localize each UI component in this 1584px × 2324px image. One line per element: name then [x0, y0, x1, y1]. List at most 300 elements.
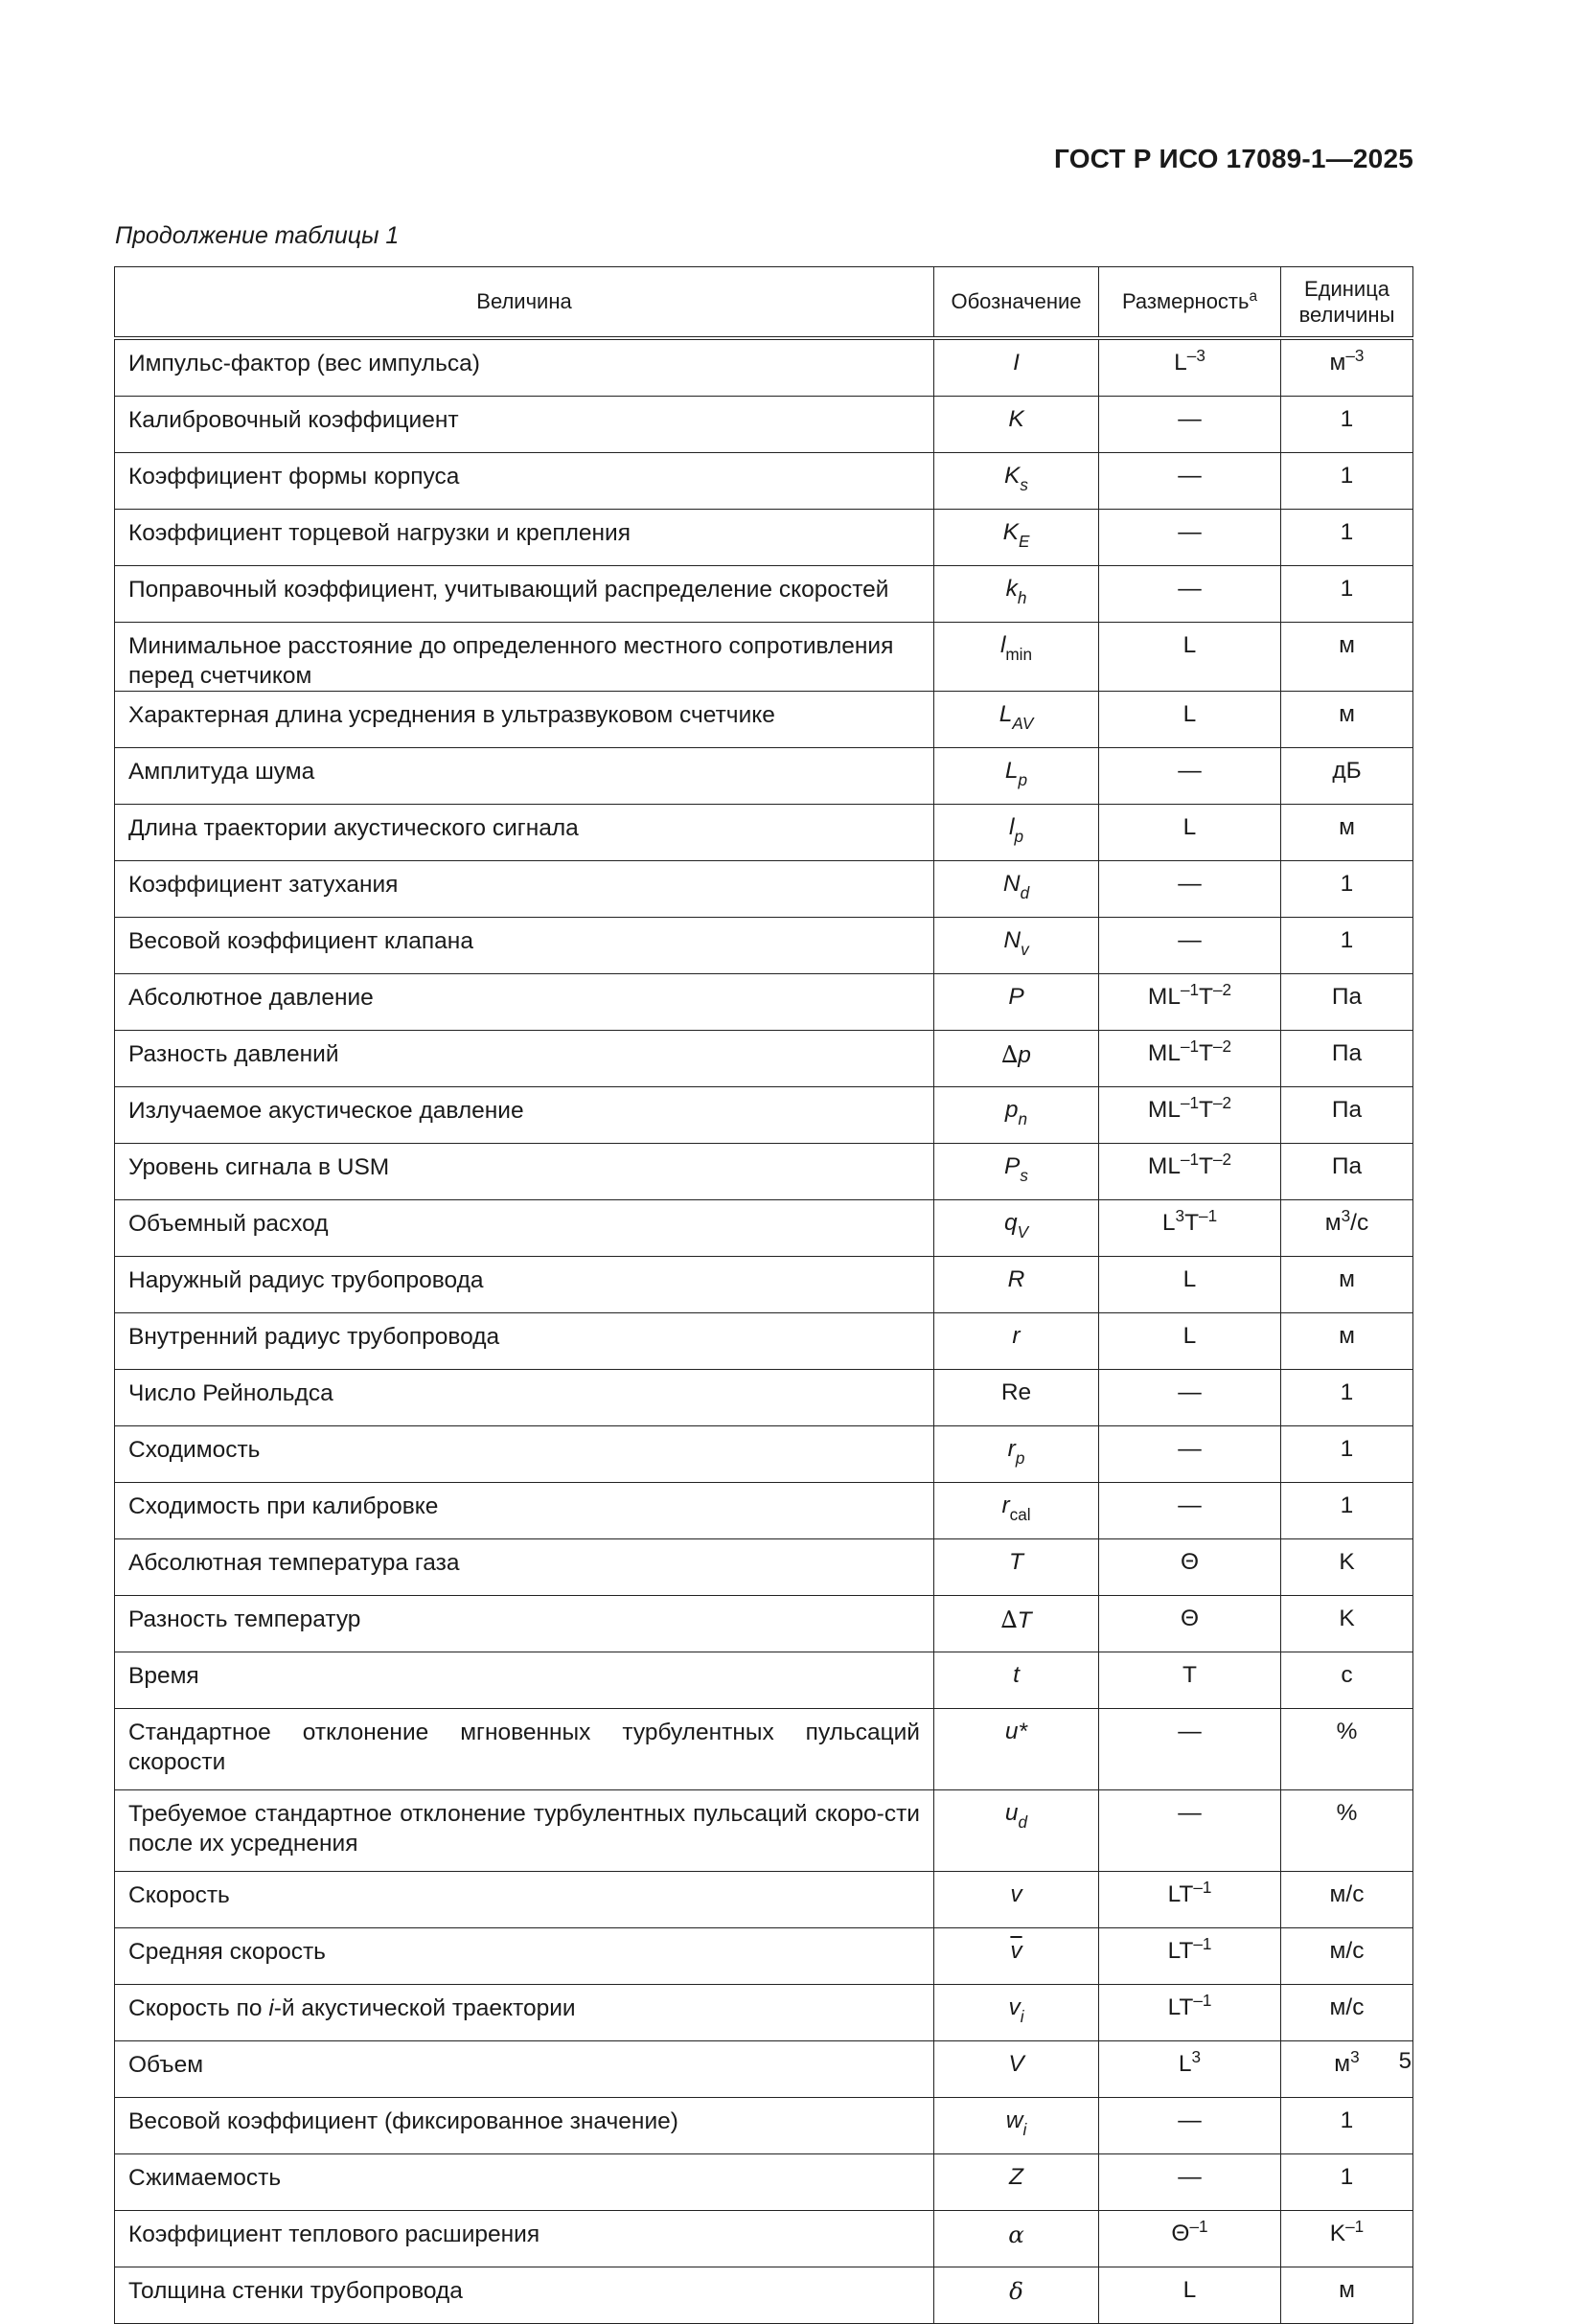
quantity-name: [115, 1144, 934, 1200]
symbol-subscript: h: [1017, 587, 1027, 607]
quantity-name-text: Объемный расход: [128, 1211, 329, 1238]
unit-base: дБ: [1332, 758, 1362, 785]
symbol-main: r: [1001, 1492, 1010, 1519]
dimension: [1099, 2211, 1281, 2267]
document-code: ГОСТ Р ИСО 17089-1—2025: [1054, 144, 1413, 173]
dimension: [1099, 338, 1281, 397]
dimension-base-2: T: [1199, 1040, 1213, 1067]
unit-base: 1: [1340, 576, 1354, 602]
quantity-name-text: Число Рейнольдса: [128, 1380, 333, 1407]
symbol: [934, 1790, 1099, 1872]
table-row: [115, 748, 1413, 805]
quantity-name-italic: i: [268, 1995, 274, 2022]
dimension: [1099, 2267, 1281, 2324]
quantity-name: [115, 2267, 934, 2324]
table-row: [115, 397, 1413, 453]
dimension-base: —: [1178, 1379, 1202, 1406]
quantity-name-text: Характерная длина усреднения в ультразвуковом счетчике: [128, 702, 775, 729]
quantity-name: [115, 1257, 934, 1313]
symbol: [934, 510, 1099, 566]
unit: [1281, 1652, 1413, 1709]
quantity-name: [115, 2098, 934, 2154]
dimension-base: LT: [1167, 1881, 1194, 1908]
quantity-name: [115, 1483, 934, 1539]
unit: [1281, 397, 1413, 453]
symbol: [934, 861, 1099, 918]
dimension-exponent: –1: [1180, 1036, 1200, 1056]
unit: [1281, 1257, 1413, 1313]
unit-base: м: [1339, 632, 1355, 658]
table-row: [115, 1790, 1413, 1872]
symbol-main: L: [999, 701, 1013, 728]
symbol-main: L: [1004, 758, 1019, 785]
quantity-name-text: Калибровочный коэффициент: [128, 407, 459, 433]
table-row: [115, 918, 1413, 974]
unit-base: 1: [1340, 463, 1354, 489]
dimension-base: L: [1182, 1266, 1197, 1293]
dimension-exponent: –1: [1193, 1990, 1212, 2010]
quantity-name-text: Средняя скорость: [128, 1939, 326, 1966]
symbol: [934, 1257, 1099, 1313]
dimension-base-2: T: [1199, 1153, 1213, 1180]
symbol: [934, 974, 1099, 1031]
dimension-exponent: –1: [1189, 2216, 1208, 2236]
table-row: [115, 2098, 1413, 2154]
quantity-name-text: Разность температур: [128, 1606, 361, 1633]
symbol-subscript: v: [1021, 939, 1029, 959]
table-row: [115, 510, 1413, 566]
table-row: [115, 1872, 1413, 1928]
symbol: [934, 453, 1099, 510]
symbol-subscript: d: [1018, 1811, 1028, 1832]
unit-base: K: [1339, 1549, 1355, 1576]
quantity-name: [115, 1985, 934, 2041]
dimension-base: —: [1178, 463, 1202, 489]
dimension: [1099, 1144, 1281, 1200]
symbol-main: p: [1018, 1042, 1031, 1069]
quantity-name-text: Весовой коэффициент (фиксированное значение): [128, 2108, 678, 2135]
symbol-subscript: n: [1018, 1108, 1028, 1128]
symbol: [934, 1596, 1099, 1652]
unit: [1281, 1087, 1413, 1144]
dimension: [1099, 692, 1281, 748]
symbol-subscript: V: [1017, 1221, 1029, 1242]
quantity-name-text: Коэффициент теплового расширения: [128, 2221, 540, 2248]
table-row: [115, 1596, 1413, 1652]
quantity-name-text: Длина траектории акустического сигнала: [128, 815, 579, 842]
table-row: [115, 1144, 1413, 1200]
dimension-base: L: [1182, 814, 1197, 841]
dimension-base-2: T: [1199, 984, 1213, 1011]
quantity-name: [115, 2154, 934, 2211]
quantity-name: [115, 2211, 934, 2267]
dimension-base: LT: [1167, 1994, 1194, 2021]
dimension-base: Θ: [1180, 1549, 1200, 1576]
table-body: [115, 338, 1413, 2324]
dimension: [1099, 1313, 1281, 1370]
quantity-name: [115, 1872, 934, 1928]
dimension-base: ML: [1147, 984, 1181, 1011]
dimension-exponent-2: –2: [1213, 1149, 1232, 1169]
quantity-name-text: Наружный радиус трубопровода: [128, 1267, 484, 1294]
quantity-name: [115, 623, 934, 692]
header-dimension-label: Размерность: [1121, 289, 1250, 314]
dimension-exponent: 3: [1191, 2046, 1202, 2066]
unit-base: м: [1324, 1210, 1342, 1237]
quantity-name: [115, 1200, 934, 1257]
unit-base: с: [1341, 1662, 1353, 1689]
dimension-exponent: –1: [1180, 1092, 1200, 1112]
dimension-exponent-2: –1: [1199, 1205, 1218, 1225]
table-row: [115, 2211, 1413, 2267]
symbol: [934, 623, 1099, 692]
unit-base: м: [1339, 814, 1355, 841]
symbol-main: N: [1002, 871, 1021, 898]
symbol-main: K: [1004, 463, 1021, 489]
page-number: 5: [1398, 2048, 1412, 2074]
dimension-base: Θ: [1171, 2221, 1190, 2247]
quantity-name-text: Время: [128, 1663, 199, 1690]
unit: [1281, 1370, 1413, 1426]
dimension: [1099, 1539, 1281, 1596]
dimension: [1099, 1985, 1281, 2041]
unit: [1281, 2267, 1413, 2324]
symbol-delta: ∆: [1001, 1040, 1019, 1069]
quantity-name: [115, 1709, 934, 1790]
symbol-main: q: [1003, 1210, 1018, 1237]
quantity-name: [115, 1426, 934, 1483]
header-dimension-footnote: a: [1249, 287, 1258, 305]
dimension: [1099, 805, 1281, 861]
dimension: [1099, 1031, 1281, 1087]
dimension-base: L: [1182, 2277, 1197, 2304]
unit: [1281, 748, 1413, 805]
quantity-name: [115, 566, 934, 623]
unit-base: м/с: [1329, 1994, 1365, 2021]
quantity-name-text: Разность давлений: [128, 1041, 339, 1068]
symbol-main: P: [1008, 984, 1024, 1011]
unit-base: 1: [1340, 2108, 1354, 2134]
symbol-main: K: [1002, 519, 1019, 545]
unit: [1281, 2041, 1413, 2098]
dimension: [1099, 1596, 1281, 1652]
quantity-name-text: Внутренний радиус трубопровода: [128, 1324, 500, 1351]
unit-base: 1: [1340, 1379, 1354, 1406]
dimension: [1099, 1483, 1281, 1539]
symbol-main: Z: [1009, 2164, 1023, 2191]
unit-base: 1: [1340, 2164, 1354, 2191]
quantity-name-text: -й акустической траектории: [273, 1995, 576, 2022]
header-quantity: Величина: [115, 267, 934, 339]
unit: [1281, 1313, 1413, 1370]
symbol: [934, 692, 1099, 748]
dimension: [1099, 1257, 1281, 1313]
symbol-subscript: s: [1020, 1165, 1028, 1185]
dimension-exponent: –1: [1193, 1877, 1212, 1897]
table-row: [115, 1257, 1413, 1313]
symbol-subscript: i: [1020, 2006, 1024, 2026]
dimension-exponent: 3: [1175, 1205, 1185, 1225]
unit-base: м/с: [1329, 1938, 1365, 1965]
symbol: [934, 1872, 1099, 1928]
unit-exponent: –3: [1345, 345, 1365, 365]
dimension: [1099, 566, 1281, 623]
table-row: [115, 1087, 1413, 1144]
quantity-name: [115, 748, 934, 805]
unit-exponent: 3: [1341, 1205, 1351, 1225]
dimension-base: LT: [1167, 1938, 1194, 1965]
unit: [1281, 918, 1413, 974]
symbol-subscript: i: [1022, 2119, 1027, 2139]
quantity-name-text: Стандартное отклонение мгновенных турбулентных пульсаций скорости: [128, 1720, 920, 1775]
unit-base: 1: [1340, 927, 1354, 954]
unit-exponent: –1: [1345, 2216, 1365, 2236]
symbol: [934, 338, 1099, 397]
symbol-main: δ: [1009, 2277, 1023, 2306]
unit-base: м: [1339, 701, 1355, 728]
dimension: [1099, 623, 1281, 692]
dimension-base: L: [1161, 1210, 1176, 1237]
table-row: [115, 1539, 1413, 1596]
quantity-name-text: Толщина стенки трубопровода: [128, 2278, 463, 2305]
table-row: [115, 1483, 1413, 1539]
symbol-subscript: E: [1018, 531, 1030, 551]
dimension-base: —: [1178, 871, 1202, 898]
dimension-base: —: [1178, 576, 1202, 602]
symbol: [934, 1483, 1099, 1539]
quantity-name-text: Коэффициент затухания: [128, 872, 399, 899]
unit: [1281, 1872, 1413, 1928]
dimension-exponent-2: –2: [1213, 979, 1232, 999]
table-row: [115, 1426, 1413, 1483]
quantity-name: [115, 2041, 934, 2098]
unit-base: Па: [1331, 1097, 1363, 1124]
unit-base: 1: [1340, 1492, 1354, 1519]
dimension-exponent: –1: [1193, 1933, 1212, 1953]
header-unit: [1281, 267, 1413, 339]
symbol: [934, 1313, 1099, 1370]
quantity-name-text: Коэффициент формы корпуса: [128, 464, 460, 490]
symbol-subscript: AV: [1012, 713, 1034, 733]
unit-base: м/с: [1329, 1881, 1365, 1908]
unit: [1281, 1483, 1413, 1539]
unit: [1281, 1985, 1413, 2041]
dimension: [1099, 861, 1281, 918]
dimension-base: L: [1174, 350, 1187, 376]
dimension: [1099, 397, 1281, 453]
dimension: [1099, 1200, 1281, 1257]
table-row: [115, 2267, 1413, 2324]
dimension: [1099, 453, 1281, 510]
dimension-exponent: –1: [1180, 979, 1200, 999]
dimension-base: —: [1178, 927, 1202, 954]
header-unit-line1: Единица: [1303, 276, 1390, 301]
symbol: [934, 397, 1099, 453]
dimension: [1099, 1709, 1281, 1790]
dimension-exponent-2: –2: [1213, 1036, 1232, 1056]
quantity-name-text: Амплитуда шума: [128, 759, 315, 786]
dimension-exponent-2: –2: [1213, 1092, 1232, 1112]
dimension: [1099, 2041, 1281, 2098]
table-row: [115, 1985, 1413, 2041]
symbol: [934, 2098, 1099, 2154]
dimension: [1099, 974, 1281, 1031]
table-row: [115, 1652, 1413, 1709]
dimension-exponent: –3: [1186, 345, 1205, 365]
dimension: [1099, 1928, 1281, 1985]
quantity-name: [115, 453, 934, 510]
dimension-base: L: [1178, 2051, 1192, 2078]
symbol: [934, 1144, 1099, 1200]
dimension-base: L: [1182, 1323, 1197, 1350]
table-row: [115, 1313, 1413, 1370]
quantity-name: [115, 1087, 934, 1144]
dimension: [1099, 2154, 1281, 2211]
unit-base: Па: [1331, 1040, 1363, 1067]
table-row: [115, 2154, 1413, 2211]
symbol: [934, 1087, 1099, 1144]
unit: [1281, 510, 1413, 566]
symbol-subscript: min: [1005, 644, 1033, 664]
symbol-main: I: [1013, 350, 1020, 376]
quantity-name: [115, 1031, 934, 1087]
unit: [1281, 1031, 1413, 1087]
dimension-base-2: T: [1199, 1097, 1213, 1124]
unit-base: 1: [1340, 871, 1354, 898]
symbol-main: w: [1005, 2108, 1023, 2134]
unit-base: 1: [1340, 519, 1354, 545]
dimension-base: —: [1178, 758, 1202, 785]
table-row: [115, 861, 1413, 918]
symbol: [934, 566, 1099, 623]
table-row: [115, 1709, 1413, 1790]
symbol-main: l: [999, 632, 1006, 658]
quantity-name: [115, 1928, 934, 1985]
symbol-main: N: [1003, 927, 1022, 954]
unit: [1281, 861, 1413, 918]
quantity-name-text: Минимальное расстояние до определенного местного сопротивления перед счетчиком: [128, 633, 894, 689]
table-row: [115, 974, 1413, 1031]
unit-base: м: [1334, 2051, 1351, 2078]
dimension: [1099, 1652, 1281, 1709]
unit: [1281, 2211, 1413, 2267]
quantity-name-text: Сходимость при калибровке: [128, 1493, 439, 1520]
quantity-name: [115, 1596, 934, 1652]
table-row: [115, 805, 1413, 861]
dimension: [1099, 748, 1281, 805]
unit-base: 1: [1340, 406, 1354, 432]
symbol-main: R: [1007, 1266, 1025, 1293]
dimension-base: —: [1178, 1492, 1202, 1519]
quantity-name-text: Сходимость: [128, 1437, 261, 1464]
table-row: [115, 1928, 1413, 1985]
unit-base: K: [1329, 2221, 1346, 2247]
unit: [1281, 1790, 1413, 1872]
table-header-row: [115, 267, 1413, 339]
header-unit-line2: величины: [1298, 303, 1395, 327]
symbol-subscript: p: [1014, 826, 1023, 846]
quantity-name-text: Абсолютное давление: [128, 985, 374, 1012]
quantity-name-text: Импульс-фактор (вес импульса): [128, 351, 480, 376]
dimension-base: —: [1178, 519, 1202, 545]
symbol-subscript: p: [1018, 769, 1028, 789]
unit-base: м: [1339, 2277, 1355, 2304]
quantity-name-text: Требуемое стандартное отклонение турбулентных пульсаций скоро-сти после их усреднения: [128, 1801, 920, 1857]
unit: [1281, 566, 1413, 623]
unit-suffix: /с: [1350, 1210, 1369, 1237]
dimension: [1099, 918, 1281, 974]
symbol-main: k: [1005, 576, 1018, 602]
unit: [1281, 338, 1413, 397]
symbol-delta: ∆: [1000, 1606, 1018, 1634]
unit: [1281, 805, 1413, 861]
quantity-name: [115, 805, 934, 861]
symbol-main: K: [1008, 406, 1024, 432]
symbol: [934, 1031, 1099, 1087]
dimension: [1099, 1790, 1281, 1872]
dimension-base: ML: [1147, 1040, 1181, 1067]
table-row: [115, 453, 1413, 510]
table-row: [115, 623, 1413, 692]
symbol: [934, 1200, 1099, 1257]
symbol: [934, 1539, 1099, 1596]
quantity-name-prefix: Скорость по: [128, 1995, 269, 2022]
dimension: [1099, 1872, 1281, 1928]
dimension-base: ML: [1147, 1097, 1181, 1124]
quantity-name: [115, 1370, 934, 1426]
symbol: [934, 1370, 1099, 1426]
symbol-main: u*: [1004, 1719, 1028, 1745]
unit: [1281, 2154, 1413, 2211]
dimension-base: L: [1182, 632, 1197, 658]
unit: [1281, 2098, 1413, 2154]
dimension-base: —: [1178, 2108, 1202, 2134]
dimension-base: L: [1182, 701, 1197, 728]
dimension-base: —: [1178, 2164, 1202, 2191]
dimension-base: ML: [1147, 1153, 1181, 1180]
symbol-main: T: [1017, 1607, 1032, 1634]
symbol: [934, 2154, 1099, 2211]
quantity-name-text: Поправочный коэффициент, учитывающий распределение скоростей: [128, 577, 889, 603]
unit-base: м: [1329, 350, 1346, 376]
table-row: [115, 2041, 1413, 2098]
unit: [1281, 623, 1413, 692]
symbol-main: p: [1004, 1097, 1019, 1124]
symbol: [934, 1426, 1099, 1483]
dimension-base: —: [1178, 1800, 1202, 1827]
symbol-main: t: [1013, 1662, 1020, 1689]
symbol-main: l: [1009, 814, 1015, 841]
symbol-main: Re: [1000, 1379, 1032, 1406]
symbol-main: r: [1012, 1323, 1021, 1350]
symbol-main: $\overline{v}$: [1010, 1938, 1022, 1965]
dimension-base: —: [1178, 406, 1202, 432]
unit-base: %: [1336, 1800, 1358, 1827]
unit: [1281, 1426, 1413, 1483]
symbol-main: P: [1004, 1153, 1021, 1180]
quantity-name-text: Сжимаемость: [128, 2165, 282, 2192]
symbol-main: α: [1008, 2221, 1024, 2249]
unit-base: 1: [1340, 1436, 1354, 1463]
quantity-name: [115, 1539, 934, 1596]
quantity-name: [115, 510, 934, 566]
symbol: [934, 2041, 1099, 2098]
symbol-main: v: [1010, 1881, 1022, 1908]
unit: [1281, 1709, 1413, 1790]
unit: [1281, 1928, 1413, 1985]
unit-base: Па: [1331, 984, 1363, 1011]
unit-base: Па: [1331, 1153, 1363, 1180]
